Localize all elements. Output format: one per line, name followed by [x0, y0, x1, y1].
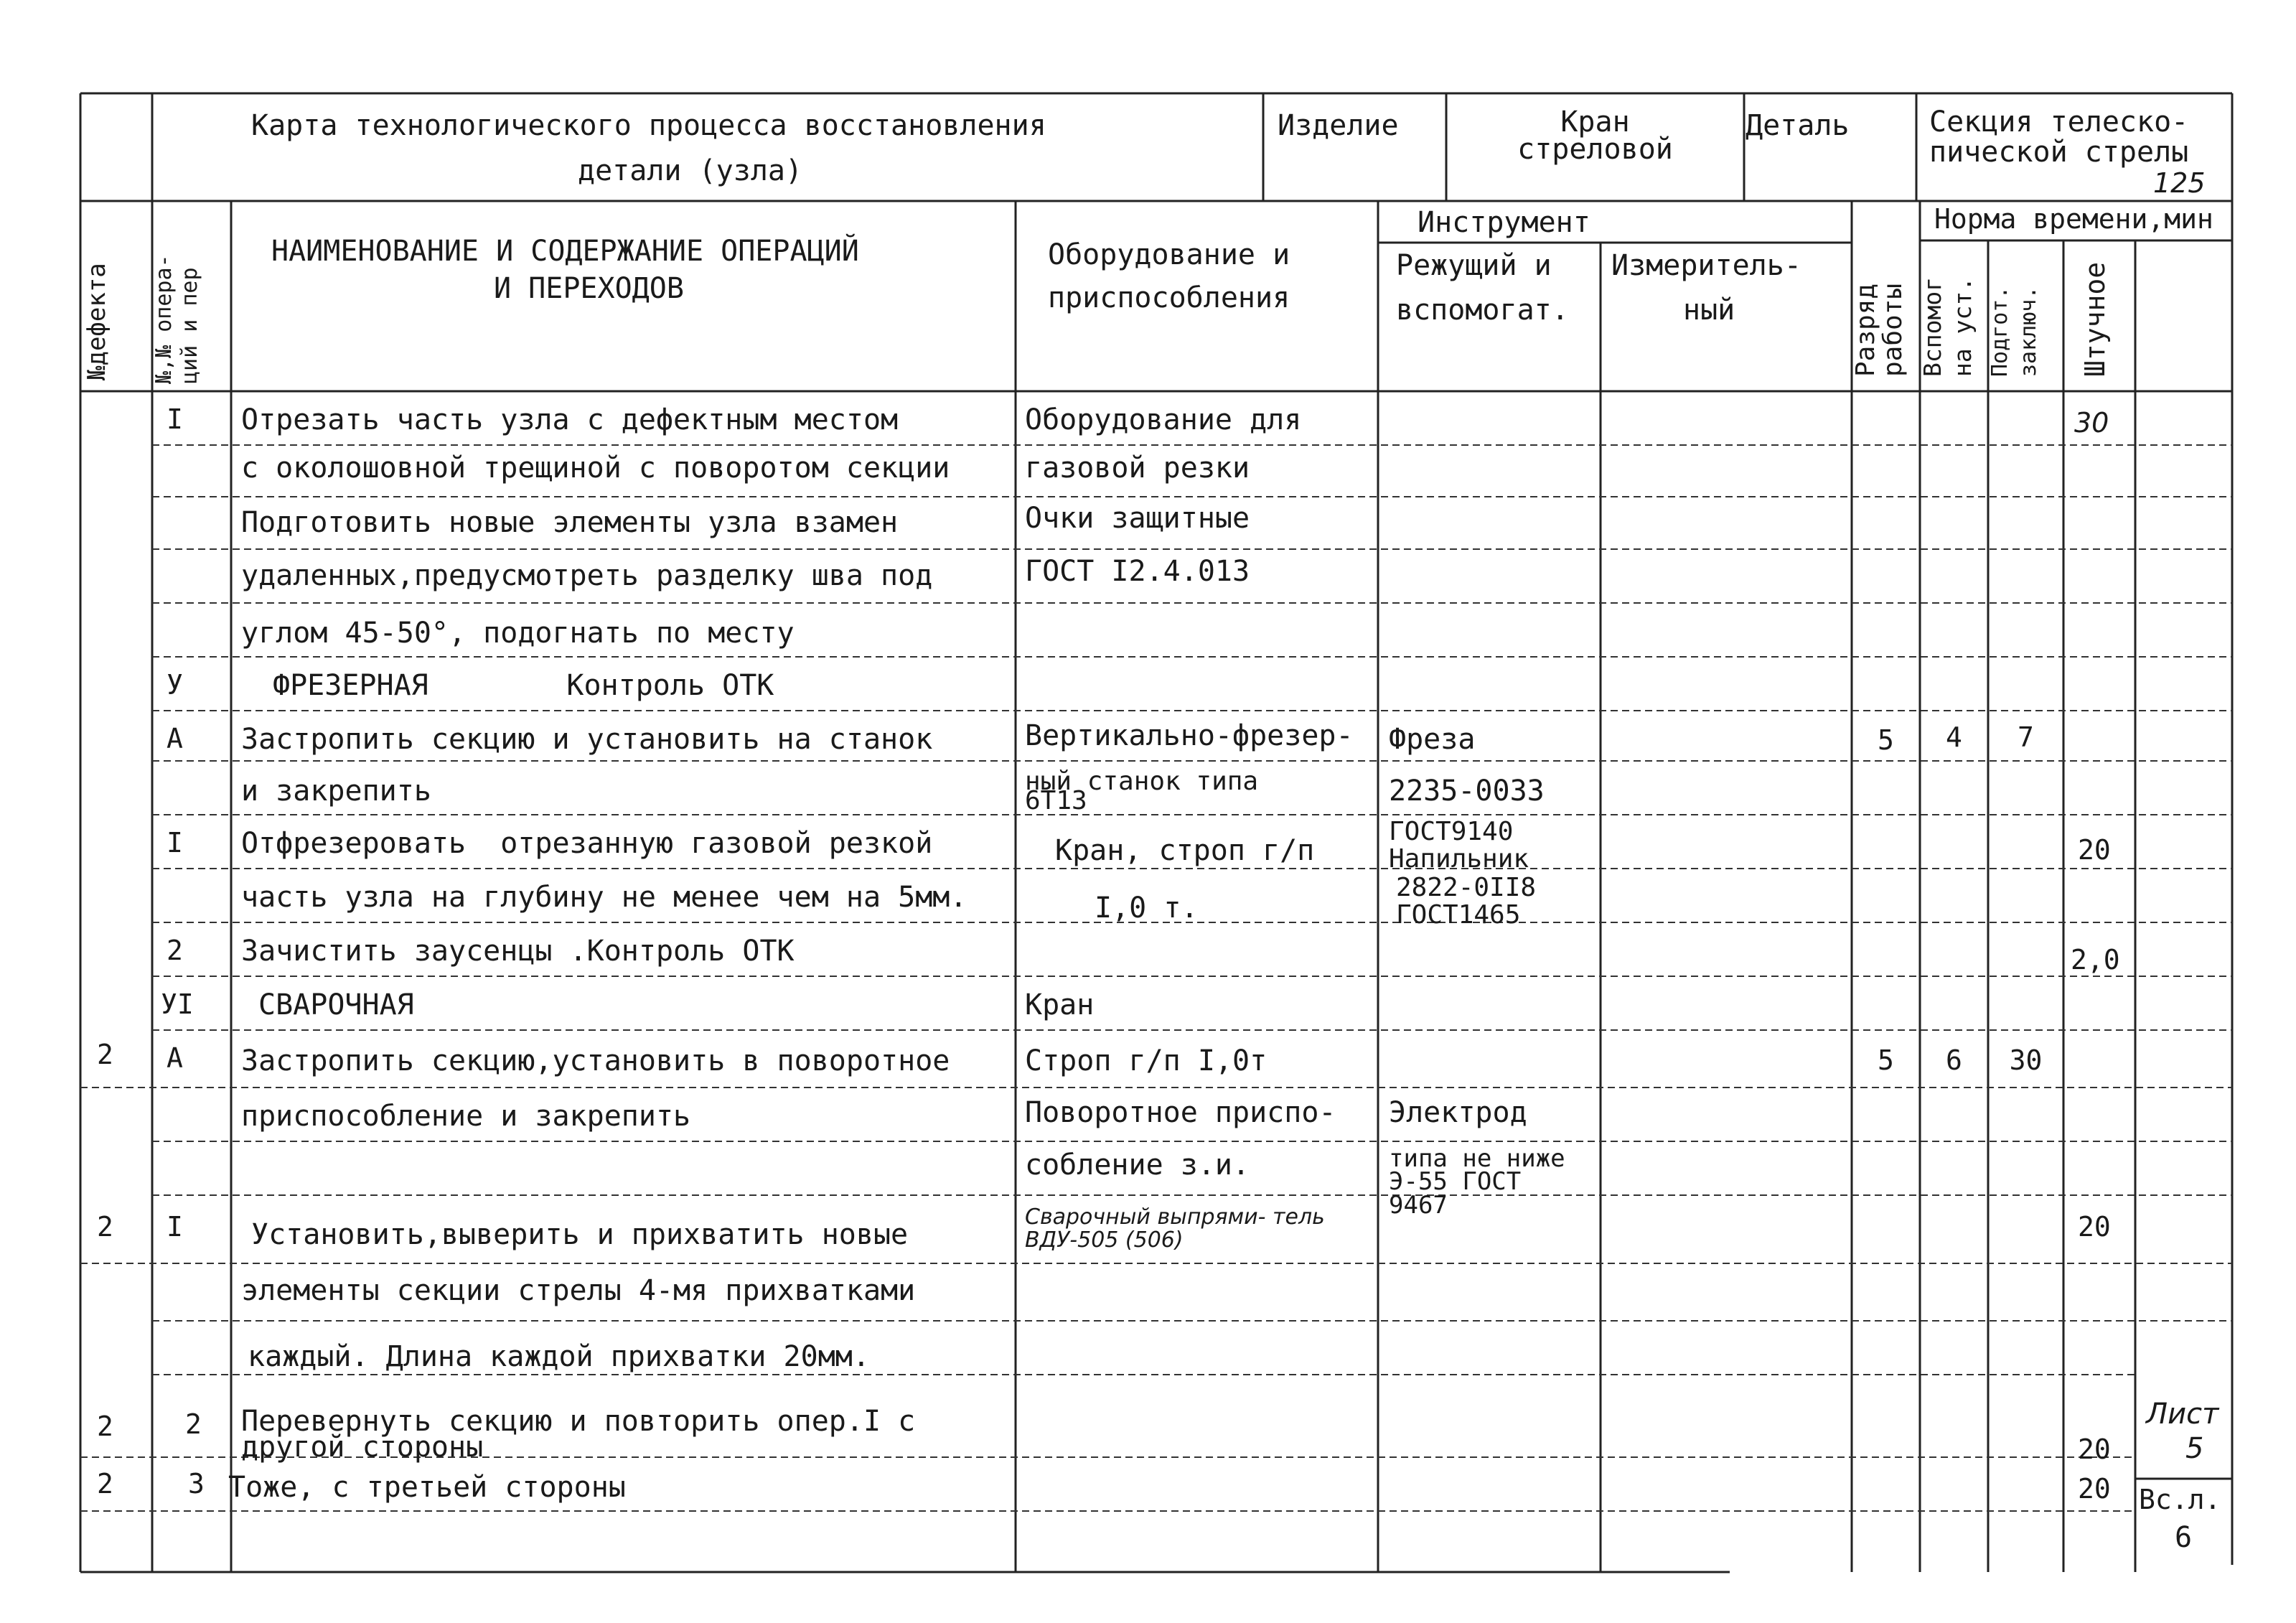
row-grade: 5: [1878, 1044, 1894, 1076]
form-title-line2: детали (узла): [578, 154, 803, 187]
row-equipment: газовой резки: [1025, 452, 1250, 485]
row-op-no: УI: [161, 988, 194, 1020]
col-equipment-header-line2: приспособления: [1048, 281, 1290, 314]
row-operation-text: с околошовной трещиной с поворотом секции: [241, 452, 950, 485]
row-equipment: ный станок типа 6Т13: [1025, 767, 1259, 815]
row-operation-text: Подготовить новые элементы узла взамен: [241, 506, 899, 539]
row-cutting-tool: Фреза: [1389, 723, 1476, 756]
row-equipment: Сварочный выпрями- тель ВДУ-505 (506): [1025, 1205, 1325, 1253]
row-op-no: 2: [185, 1408, 202, 1440]
row-op-no: I: [167, 403, 183, 435]
row-equipment: Вертикально-фрезер-: [1025, 719, 1354, 752]
row-operation-text: Отфрезеровать отрезанную газовой резкой: [241, 827, 933, 860]
row-aux-time: 4: [1946, 721, 1962, 753]
col-measuring-header-line2: ный: [1683, 294, 1735, 327]
row-operation-text: и закрепить: [241, 775, 431, 808]
part-value-line2: пической стрелы: [1929, 136, 2189, 169]
row-operation-text: углом 45-50°, подогнать по месту: [241, 617, 795, 650]
part-label: Деталь: [1746, 109, 1850, 142]
col-measuring-header-line1: Измеритель-: [1611, 249, 1801, 282]
row-equipment: Строп г/п I,0т: [1025, 1044, 1268, 1077]
row-defect-no: 2: [97, 1039, 113, 1070]
row-op-no: У: [167, 669, 183, 701]
row-equipment: Поворотное приспо-: [1025, 1096, 1336, 1129]
row-operation-text: каждый. Длина каждой прихватки 20мм.: [248, 1340, 870, 1373]
col-op-header-line1: №,№ опера-: [151, 254, 177, 384]
col-cutting-header-line1: Режущий и: [1396, 249, 1552, 282]
row-equipment: Очки защитные: [1025, 502, 1250, 535]
row-operation-text: приспособление и закрепить: [241, 1100, 691, 1133]
row-operation-text: Зачистить заусенцы .Контроль ОТК: [241, 935, 795, 968]
row-operation-text: Перевернуть секцию и повторить опер.I с другой стороны: [241, 1405, 916, 1464]
row-piece-time: 2,0: [2071, 944, 2120, 976]
row-grade: 5: [1878, 724, 1894, 756]
row-equipment: собление з.и.: [1025, 1149, 1250, 1182]
row-piece-time: 30: [2074, 407, 2109, 439]
col-tool-group-header: Инструмент: [1418, 206, 1590, 239]
row-defect-no: 2: [97, 1411, 113, 1442]
row-defect-no: 2: [97, 1468, 113, 1500]
col-op-header-line2: ций и пер: [177, 267, 202, 384]
part-number: 125: [2153, 167, 2206, 199]
row-defect-no: 2: [97, 1211, 113, 1243]
product-label: Изделие: [1278, 109, 1399, 142]
row-operation-text: Установить,выверить и прихватить новые: [251, 1218, 909, 1251]
row-piece-time: 20: [2078, 1473, 2111, 1505]
row-piece-time: 20: [2078, 834, 2111, 866]
row-operation-text: ФРЕЗЕРНАЯ Контроль ОТК: [273, 669, 774, 702]
row-operation-text: Застропить секцию,установить в поворотное: [241, 1044, 950, 1077]
row-operation-text: удаленных,предусмотреть разделку шва под: [241, 559, 933, 592]
row-operation-text: Отрезать часть узла с дефектным местом: [241, 403, 899, 436]
row-operation-text: часть узла на глубину не менее чем на 5мм.: [241, 881, 967, 914]
product-value-line1: Кран: [1560, 106, 1630, 139]
row-operation-text: Тоже, с третьей стороны: [228, 1471, 626, 1504]
row-prep-time: 7: [2018, 721, 2034, 753]
row-op-no: 3: [188, 1468, 205, 1500]
row-aux-time: 6: [1946, 1044, 1962, 1076]
col-prep-header-line1: Подгот.: [1987, 286, 2012, 377]
total-sheets: 6: [2175, 1521, 2193, 1554]
row-cutting-tool: типа не ниже Э-55 ГОСТ 9467: [1389, 1144, 1565, 1220]
row-piece-time: 20: [2078, 1211, 2111, 1243]
row-cutting-tool: Электрод: [1389, 1096, 1527, 1129]
row-op-no: 2: [167, 935, 183, 966]
row-equipment: Оборудование для: [1025, 403, 1302, 436]
col-aux-header-line2: на уст.: [1949, 276, 1977, 377]
row-equipment: Кран, строп г/п: [1055, 834, 1315, 867]
sheet-label: Лист: [2146, 1398, 2219, 1431]
row-equipment: I,0 т.: [1095, 892, 1199, 925]
col-time-group-header: Норма времени,мин: [1934, 203, 2213, 235]
product-value-line2: стреловой: [1517, 133, 1673, 166]
col-cutting-header-line2: вспомогат.: [1396, 294, 1569, 327]
row-cutting-tool: 2235-0033: [1389, 775, 1545, 808]
total-sheets-label: Вс.л.: [2139, 1484, 2221, 1515]
col-name-header-line2: И ПЕРЕХОДОВ: [494, 272, 684, 305]
col-grade-header-line1: Разряд: [1851, 283, 1880, 377]
row-op-no: А: [167, 1042, 183, 1074]
row-cutting-tool: 2822-0II8 ГОСТ1465: [1396, 873, 1537, 930]
form-title-line1: Карта технологического процесса восстановления: [251, 109, 1046, 142]
col-name-header-line1: НАИМЕНОВАНИЕ И СОДЕРЖАНИЕ ОПЕРАЦИЙ: [271, 235, 859, 268]
row-operation-text: Застропить секцию и установить на станок: [241, 723, 933, 756]
row-op-no: А: [167, 723, 183, 754]
row-prep-time: 30: [2009, 1044, 2043, 1076]
row-piece-time: 20: [2078, 1433, 2111, 1465]
col-equipment-header-line1: Оборудование и: [1048, 238, 1290, 271]
col-prep-header-line2: заключ.: [2016, 286, 2041, 377]
col-aux-header-line1: Вспомог: [1918, 276, 1946, 377]
part-value-line1: Секция телеско-: [1929, 106, 2189, 139]
col-grade-header-line2: работы: [1878, 283, 1908, 377]
row-cutting-tool: ГОСТ9140 Напильник: [1389, 817, 1529, 874]
row-equipment: ГОСТ I2.4.013: [1025, 555, 1250, 588]
row-op-no: I: [167, 827, 183, 859]
row-operation-text: элементы секции стрелы 4-мя прихватками: [241, 1274, 916, 1307]
sheet-number: 5: [2185, 1432, 2204, 1465]
col-piece-header: Штучное: [2079, 261, 2111, 377]
row-operation-text: СВАРОЧНАЯ: [258, 988, 414, 1021]
row-equipment: Кран: [1025, 988, 1095, 1021]
col-defect-header: №дефекта: [83, 263, 111, 380]
row-op-no: I: [167, 1211, 183, 1243]
